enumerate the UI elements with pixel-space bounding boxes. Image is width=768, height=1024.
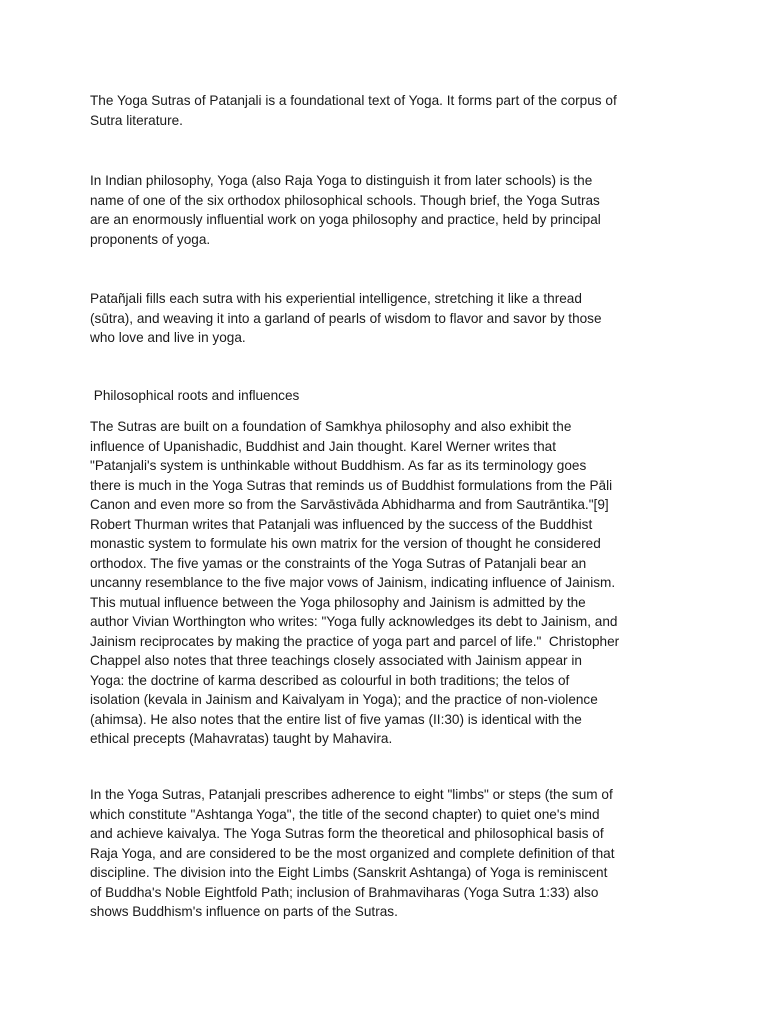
text-line: monastic system to formulate his own matrix for the version of thought he considered [90, 536, 601, 551]
text-line: uncanny resemblance to the five major vows of Jainism, indicating influence of Jainism. [90, 575, 616, 590]
text-line: The Yoga Sutras of Patanjali is a foundational text of Yoga. It forms part of the corpus of [90, 93, 617, 108]
paragraph-intro [90, 91, 690, 130]
text-line: of Buddha's Noble Eightfold Path; inclusion of Brahmaviharas (Yoga Sutra 1:33) also [90, 884, 599, 900]
text-line: which constitute "Ashtanga Yoga", the title of the second chapter) to quiet one's mind [90, 806, 600, 822]
text-line: influence of Upanishadic, Buddhist and Jain thought. Karel Werner writes that [90, 438, 556, 454]
paragraph-roots-influences [90, 417, 690, 749]
text-line: Raja Yoga, and are considered to be the most organized and complete definition of that [90, 845, 615, 861]
text-line: who love and live in yoga. [90, 330, 246, 345]
text-line: shows Buddhism's influence on parts of the Sutras. [90, 904, 398, 919]
paragraph-eight-limbs [90, 785, 690, 922]
text-line: (sūtra), and weaving it into a garland of pearls of wisdom to flavor and savor by those [90, 310, 602, 326]
paragraph-indian-philosophy [90, 171, 690, 249]
text-line: there is much in the Yoga Sutras that reminds us of Buddhist formulations from the Pāli [90, 477, 613, 493]
text-line: Jainism reciprocates by making the practice of yoga part and parcel of life." Christopher [90, 633, 620, 649]
text-line: isolation (kevala in Jainism and Kaivalyam in Yoga); and the practice of non-violence [90, 692, 598, 707]
section-heading: Philosophical roots and influences [90, 388, 300, 403]
text-line: Canon and even more so from the Sarvāstivāda Abhidharma and from Sautrāntika."[9] [90, 497, 609, 512]
text-line: Robert Thurman writes that Patanjali was influenced by the success of the Buddhist [90, 516, 593, 532]
text-line: Chappel also notes that three teachings closely associated with Jainism appear in [90, 653, 582, 668]
text-line: (ahimsa). He also notes that the entire list of five yamas (II:30) is identical with the [90, 711, 582, 727]
text-line: ethical precepts (Mahavratas) taught by Mahavira. [90, 731, 393, 746]
text-line: and achieve kaivalya. The Yoga Sutras form the theoretical and philosophical basis of [90, 826, 604, 841]
text-line: In Indian philosophy, Yoga (also Raja Yoga to distinguish it from later schools) is the [90, 173, 593, 188]
text-line: The Sutras are built on a foundation of Samkhya philosophy and also exhibit the [90, 419, 572, 434]
text-line: Yoga: the doctrine of karma described as colourful in both traditions; the telos of [90, 672, 570, 688]
text-line: proponents of yoga. [90, 231, 211, 247]
paragraph-patanjali [90, 289, 690, 348]
text-line: In the Yoga Sutras, Patanjali prescribes adherence to eight "limbs" or steps (the sum of [90, 787, 613, 802]
text-line: Patañjali fills each sutra with his experiential intelligence, stretching it like a thread [90, 291, 582, 306]
text-line: author Vivian Worthington who writes: "Yoga fully acknowledges its debt to Jainism, and [90, 614, 618, 629]
text-line: name of one of the six orthodox philosophical schools. Though brief, the Yoga Sutras [90, 192, 600, 208]
text-line: This mutual influence between the Yoga philosophy and Jainism is admitted by the [90, 594, 586, 610]
text-line: Sutra literature. [90, 112, 183, 128]
text-line: discipline. The division into the Eight Limbs (Sanskrit Ashtanga) of Yoga is reminiscent [90, 865, 608, 880]
text-line: orthodox. The five yamas or the constraints of the Yoga Sutras of Patanjali bear an [90, 555, 587, 571]
text-line: are an enormously influential work on yoga philosophy and practice, held by principal [90, 212, 601, 227]
text-line: "Patanjali's system is unthinkable without Buddhism. As far as its terminology goes [90, 458, 587, 473]
